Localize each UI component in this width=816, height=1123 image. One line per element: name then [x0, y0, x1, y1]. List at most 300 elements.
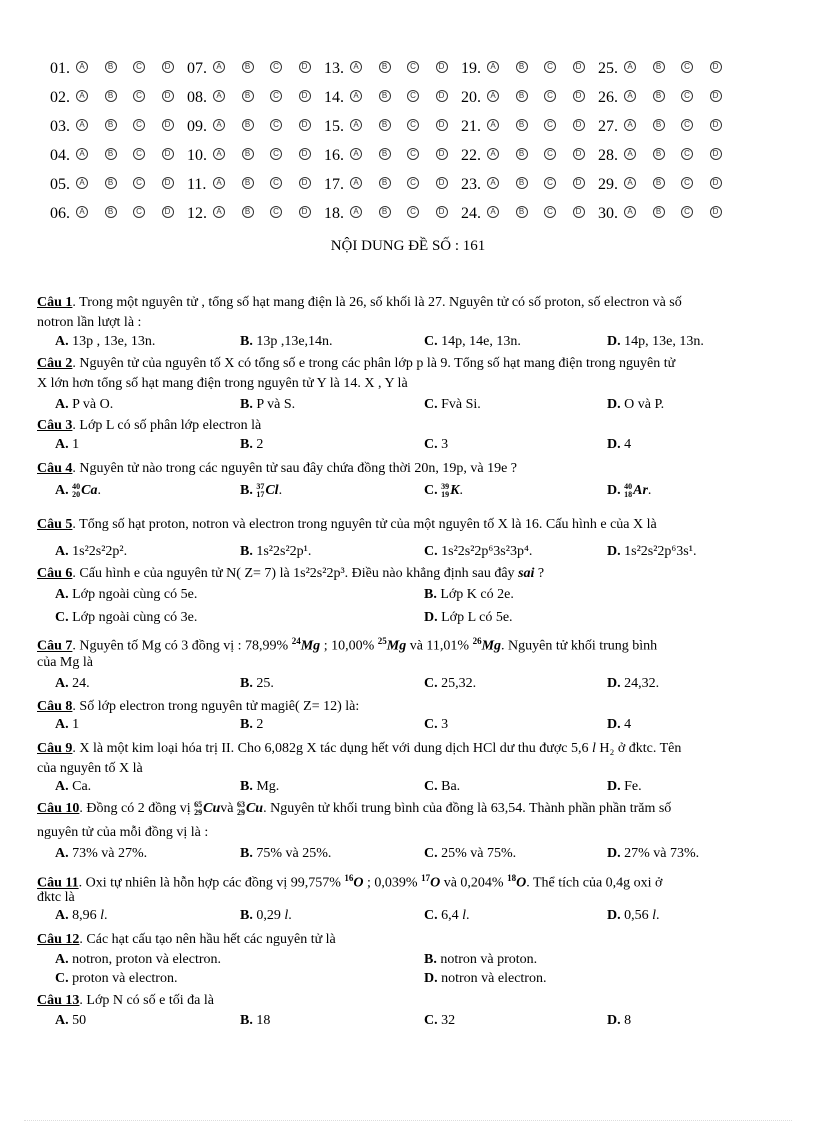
emphasis: sai [518, 566, 535, 581]
option-c[interactable] [424, 333, 521, 351]
answer-bubble-b[interactable]: B [105, 119, 117, 131]
mass-number: 16 [344, 873, 354, 883]
text: . [647, 483, 652, 498]
answer-bubble-c[interactable]: C [407, 90, 419, 102]
text: proton và electron. [72, 971, 178, 986]
option-letter: A. [55, 437, 73, 452]
answer-bubble-d[interactable]: D [299, 177, 311, 189]
question-label: Câu 7 [37, 638, 73, 654]
answer-bubble-a[interactable]: A [487, 148, 499, 160]
answer-bubble-d[interactable]: D [436, 61, 448, 73]
answer-number: 19. [461, 60, 481, 77]
text: notron và electron. [441, 971, 547, 986]
answer-bubble-d[interactable]: D [710, 90, 722, 102]
answer-number: 03. [50, 118, 70, 135]
answer-bubble-d[interactable]: D [162, 90, 174, 102]
text: Lớp ngoài cùng có 3e. [72, 610, 198, 625]
option-d[interactable] [607, 1012, 631, 1030]
option-letter: D. [607, 717, 625, 732]
answer-bubble-a[interactable]: A [76, 119, 88, 131]
answer-bubble-a[interactable]: A [487, 61, 499, 73]
text: . Nguyên tử của nguyên tố X có tổng số e trong các phân lớp p là 9. Tổng số hạt mang điện trong nguyên tử [72, 356, 676, 371]
option-a[interactable] [55, 543, 127, 561]
answer-number: 13. [324, 60, 344, 77]
option-d[interactable] [607, 675, 659, 693]
answer-bubble-b[interactable]: B [242, 61, 254, 73]
answer-bubble-b[interactable]: B [379, 61, 391, 73]
atomic-number: 17 [256, 489, 265, 499]
answer-bubble-d[interactable]: D [436, 90, 448, 102]
text: đktc là [37, 890, 75, 905]
answer-bubble-a[interactable]: A [350, 119, 362, 131]
answer-bubble-a[interactable]: A [487, 206, 499, 218]
option-letter: B. [240, 846, 257, 861]
unit-liter: l [591, 741, 596, 756]
unit-liter: l [462, 908, 467, 923]
answer-bubble-a[interactable]: A [213, 61, 225, 73]
answer-bubble-c[interactable]: C [270, 177, 282, 189]
answer-bubble-c[interactable]: C [544, 90, 556, 102]
answer-bubble-d[interactable]: D [573, 206, 585, 218]
option-a[interactable] [55, 396, 113, 414]
answer-number: 21. [461, 118, 481, 135]
option-d[interactable] [424, 970, 546, 988]
answer-number: 02. [50, 89, 70, 106]
answer-bubble-b[interactable]: B [242, 148, 254, 160]
option-d[interactable] [607, 333, 704, 351]
answer-number: 18. [324, 205, 344, 222]
answer-number: 09. [187, 118, 207, 135]
answer-bubble-a[interactable]: A [76, 148, 88, 160]
answer-bubble-b[interactable]: B [516, 177, 528, 189]
option-c[interactable] [424, 716, 448, 734]
answer-bubble-a[interactable]: A [350, 206, 362, 218]
answer-bubble-a[interactable]: A [350, 177, 362, 189]
text: notron lần lượt là : [37, 315, 142, 330]
text: nguyên tử của mỗi đồng vị là : [37, 825, 209, 840]
answer-bubble-d[interactable]: D [162, 206, 174, 218]
text: O và P. [624, 397, 665, 412]
option-c[interactable] [424, 543, 532, 561]
option-b[interactable] [424, 586, 514, 604]
isotope [378, 632, 406, 656]
answer-bubble-c[interactable]: C [270, 148, 282, 160]
answer-bubble-b[interactable]: B [105, 90, 117, 102]
option-letter: C. [424, 544, 442, 559]
answer-bubble-a[interactable]: A [487, 177, 499, 189]
answer-bubble-a[interactable]: A [213, 206, 225, 218]
answer-bubble-d[interactable]: D [299, 206, 311, 218]
option-d[interactable] [607, 396, 664, 414]
text: ; 10,00% [320, 638, 378, 654]
option-letter: A. [55, 952, 73, 967]
element-symbol: O [516, 875, 527, 891]
answer-bubble-b[interactable]: B [516, 148, 528, 160]
answer-bubble-a[interactable]: A [624, 148, 636, 160]
question-text-line [37, 740, 681, 758]
option-letter: D. [424, 610, 442, 625]
answer-bubble-d[interactable]: D [436, 177, 448, 189]
answer-bubble-b[interactable]: B [653, 148, 665, 160]
answer-bubble-d[interactable]: D [436, 148, 448, 160]
answer-bubble-b[interactable]: B [105, 177, 117, 189]
answer-bubble-c[interactable]: C [133, 177, 145, 189]
answer-bubble-a[interactable]: A [624, 61, 636, 73]
answer-bubble-c[interactable]: C [544, 148, 556, 160]
option-b[interactable] [240, 396, 295, 414]
answer-bubble-a[interactable]: A [76, 206, 88, 218]
answer-number: 28. [598, 147, 618, 164]
option-d[interactable] [607, 716, 631, 734]
isotope-numbers [237, 801, 245, 817]
text: . Lớp N có số e tối đa là [79, 993, 214, 1008]
option-letter: D. [607, 437, 625, 452]
option-d[interactable] [607, 907, 660, 925]
text: Ba. [441, 779, 461, 794]
text: 24. [72, 676, 90, 691]
answer-bubble-b[interactable]: B [516, 61, 528, 73]
answer-bubble-c[interactable]: C [407, 148, 419, 160]
question-label: Câu 10 [37, 801, 80, 816]
atomic-number: 19 [441, 489, 450, 499]
question-label: Câu 5 [37, 517, 73, 532]
option-letter: D. [607, 676, 625, 691]
option-c[interactable] [424, 1012, 455, 1030]
question-text-line [37, 375, 408, 393]
text: 3 [441, 717, 449, 732]
page-divider [24, 1120, 792, 1121]
option-b[interactable] [424, 951, 537, 969]
answer-bubble-b[interactable]: B [105, 206, 117, 218]
answer-bubble-c[interactable]: C [270, 61, 282, 73]
answer-bubble-d[interactable]: D [299, 61, 311, 73]
option-c[interactable] [424, 778, 460, 796]
answer-number: 11. [187, 176, 207, 193]
answer-bubble-d[interactable]: D [710, 177, 722, 189]
answer-bubble-d[interactable]: D [710, 61, 722, 73]
option-c[interactable] [55, 609, 197, 627]
answer-number: 29. [598, 176, 618, 193]
mass-number: 25 [377, 636, 387, 646]
answer-bubble-d[interactable]: D [299, 119, 311, 131]
answer-bubble-d[interactable]: D [573, 148, 585, 160]
option-letter: A. [55, 544, 73, 559]
isotope [292, 632, 320, 656]
answer-bubble-c[interactable]: C [681, 61, 693, 73]
answer-number: 23. [461, 176, 481, 193]
option-d[interactable] [607, 482, 651, 500]
answer-bubble-a[interactable]: A [76, 177, 88, 189]
answer-bubble-a[interactable]: A [350, 148, 362, 160]
answer-bubble-d[interactable]: D [573, 119, 585, 131]
answer-bubble-c[interactable]: C [544, 177, 556, 189]
option-b[interactable] [240, 1012, 270, 1030]
answer-bubble-b[interactable]: B [105, 148, 117, 160]
answer-bubble-b[interactable]: B [653, 119, 665, 131]
answer-bubble-a[interactable]: A [624, 206, 636, 218]
answer-bubble-d[interactable]: D [710, 148, 722, 160]
answer-bubble-b[interactable]: B [516, 206, 528, 218]
text: . [104, 908, 108, 923]
answer-bubble-d[interactable]: D [299, 148, 311, 160]
answer-bubble-d[interactable]: D [162, 61, 174, 73]
option-a[interactable] [55, 482, 101, 500]
text: . Nguyên tử nào trong các nguyên tử sau đây chứa đồng thời 20n, 19p, và 19e ? [72, 461, 518, 476]
option-a[interactable] [55, 1012, 86, 1030]
answer-number: 17. [324, 176, 344, 193]
text: 0,29 [256, 908, 285, 923]
isotope-numbers [194, 801, 202, 817]
answer-bubble-b[interactable]: B [105, 61, 117, 73]
option-d[interactable] [607, 543, 696, 561]
answer-bubble-c[interactable]: C [133, 90, 145, 102]
option-a[interactable] [55, 778, 91, 796]
answer-bubble-d[interactable]: D [162, 148, 174, 160]
answer-bubble-c[interactable]: C [544, 61, 556, 73]
option-a[interactable] [55, 675, 90, 693]
answer-bubble-c[interactable]: C [681, 90, 693, 102]
answer-number: 22. [461, 147, 481, 164]
answer-bubble-d[interactable]: D [710, 206, 722, 218]
answer-bubble-d[interactable]: D [436, 119, 448, 131]
answer-bubble-c[interactable]: C [544, 206, 556, 218]
answer-bubble-c[interactable]: C [681, 119, 693, 131]
answer-bubble-d[interactable]: D [573, 61, 585, 73]
option-d[interactable] [607, 845, 699, 863]
answer-bubble-c[interactable]: C [133, 206, 145, 218]
answer-bubble-a[interactable]: A [624, 90, 636, 102]
answer-bubble-a[interactable]: A [213, 90, 225, 102]
answer-bubble-b[interactable]: B [379, 206, 391, 218]
option-a[interactable] [55, 716, 79, 734]
text: . [278, 483, 283, 498]
answer-bubble-b[interactable]: B [242, 119, 254, 131]
element-symbol: Cu [203, 801, 221, 816]
answer-bubble-a[interactable]: A [76, 90, 88, 102]
option-letter: B. [240, 334, 257, 349]
text: 1s²2s²2p². [72, 544, 128, 559]
option-a[interactable] [55, 333, 155, 351]
option-b[interactable] [240, 482, 282, 500]
answer-bubble-a[interactable]: A [487, 90, 499, 102]
option-d[interactable] [607, 778, 642, 796]
mass-number: 18 [507, 873, 517, 883]
option-letter: A. [55, 587, 73, 602]
mass-number: 37 [256, 481, 265, 491]
element-symbol: Cu [245, 801, 264, 816]
text: 24,32. [624, 676, 660, 691]
isotope-numbers [72, 483, 80, 499]
option-letter: C. [424, 717, 442, 732]
answer-bubble-d[interactable]: D [299, 90, 311, 102]
text: . Lớp L có số phân lớp electron là [72, 418, 262, 433]
option-letter: D. [607, 483, 625, 498]
text: . [459, 483, 463, 498]
option-letter: B. [240, 397, 257, 412]
text: 1 [72, 717, 80, 732]
question-text-line [37, 824, 208, 842]
answer-bubble-c[interactable]: C [270, 119, 282, 131]
answer-bubble-d[interactable]: D [162, 177, 174, 189]
answer-bubble-a[interactable]: A [213, 177, 225, 189]
answer-bubble-d[interactable]: D [436, 206, 448, 218]
answer-bubble-b[interactable]: B [516, 90, 528, 102]
text: 32 [441, 1013, 456, 1028]
answer-bubble-b[interactable]: B [653, 206, 665, 218]
text: Fvà Si. [441, 397, 481, 412]
answer-bubble-c[interactable]: C [681, 148, 693, 160]
option-b[interactable] [240, 907, 292, 925]
text: 4 [624, 437, 632, 452]
option-b[interactable] [240, 845, 331, 863]
isotope [473, 632, 501, 656]
question-label: Câu 2 [37, 356, 73, 371]
option-b[interactable] [240, 716, 263, 734]
option-b[interactable] [240, 543, 311, 561]
answer-bubble-a[interactable]: A [624, 177, 636, 189]
text: và 11,01% [406, 638, 473, 654]
unit-liter: l [284, 908, 289, 923]
answer-bubble-b[interactable]: B [516, 119, 528, 131]
text: 2 [256, 437, 264, 452]
answer-bubble-c[interactable]: C [407, 177, 419, 189]
answer-bubble-c[interactable]: C [270, 206, 282, 218]
option-a[interactable] [55, 586, 197, 604]
answer-bubble-d[interactable]: D [162, 119, 174, 131]
option-letter: C. [424, 846, 442, 861]
option-a[interactable] [55, 845, 147, 863]
option-c[interactable] [424, 396, 481, 414]
answer-bubble-b[interactable]: B [653, 90, 665, 102]
text: . [656, 908, 660, 923]
answer-bubble-b[interactable]: B [379, 90, 391, 102]
question-label: Câu 4 [37, 461, 73, 476]
answer-bubble-a[interactable]: A [76, 61, 88, 73]
option-a[interactable] [55, 951, 221, 969]
text: của nguyên tố X là [37, 761, 143, 776]
option-letter: D. [607, 544, 625, 559]
question-text-line [37, 869, 662, 893]
text: P và S. [256, 397, 296, 412]
option-letter: A. [55, 846, 73, 861]
option-b[interactable] [240, 778, 279, 796]
option-letter: C. [424, 908, 442, 923]
answer-bubble-d[interactable]: D [710, 119, 722, 131]
answer-bubble-b[interactable]: B [653, 61, 665, 73]
answer-bubble-c[interactable]: C [133, 119, 145, 131]
text: 50 [72, 1013, 87, 1028]
option-d[interactable] [424, 609, 513, 627]
option-letter: B. [240, 676, 257, 691]
answer-bubble-c[interactable]: C [407, 61, 419, 73]
answer-bubble-b[interactable]: B [379, 177, 391, 189]
option-c[interactable] [424, 675, 476, 693]
answer-bubble-c[interactable]: C [681, 206, 693, 218]
answer-bubble-b[interactable]: B [242, 206, 254, 218]
answer-bubble-a[interactable]: A [487, 119, 499, 131]
text: . [288, 908, 292, 923]
option-letter: C. [55, 971, 73, 986]
unit-liter: l [652, 908, 657, 923]
atomic-number: 20 [72, 489, 81, 499]
answer-bubble-b[interactable]: B [379, 148, 391, 160]
text: 1s²2s²2p⁶3s¹. [624, 544, 697, 559]
text: 25% và 75%. [441, 846, 517, 861]
option-c[interactable] [424, 436, 448, 454]
option-b[interactable] [240, 675, 274, 693]
mass-number: 40 [72, 481, 81, 491]
answer-number: 30. [598, 205, 618, 222]
answer-number: 06. [50, 205, 70, 222]
option-b[interactable] [240, 333, 333, 351]
option-a[interactable] [55, 436, 79, 454]
answer-bubble-c[interactable]: C [270, 90, 282, 102]
option-c[interactable] [424, 845, 516, 863]
element-symbol: Cl [265, 483, 279, 498]
mass-number: 24 [291, 636, 301, 646]
option-letter: C. [424, 1013, 442, 1028]
isotope [507, 869, 526, 893]
mass-number: 39 [441, 481, 450, 491]
answer-bubble-a[interactable]: A [350, 61, 362, 73]
option-letter: A. [55, 334, 73, 349]
answer-bubble-c[interactable]: C [681, 177, 693, 189]
answer-bubble-a[interactable]: A [213, 148, 225, 160]
question-label: Câu 11 [37, 875, 79, 891]
answer-bubble-c[interactable]: C [407, 119, 419, 131]
answer-number: 08. [187, 89, 207, 106]
answer-number: 04. [50, 147, 70, 164]
answer-number: 10. [187, 147, 207, 164]
isotope [421, 869, 440, 893]
text: . X là một kim loại hóa trị II. Cho 6,082g X tác dụng hết với dung dịch HCl dư thu được 5,6 [72, 741, 592, 756]
option-b[interactable] [240, 436, 263, 454]
option-letter: B. [424, 952, 441, 967]
text: 3 [441, 437, 449, 452]
answer-bubble-d[interactable]: D [573, 90, 585, 102]
option-c[interactable] [55, 970, 177, 988]
answer-bubble-a[interactable]: A [624, 119, 636, 131]
option-letter: B. [240, 779, 257, 794]
text: notron, proton và electron. [72, 952, 222, 967]
question-text-line [37, 992, 214, 1010]
text: notron và proton. [440, 952, 538, 967]
answer-bubble-b[interactable]: B [653, 177, 665, 189]
question-text-line [37, 931, 336, 949]
answer-bubble-a[interactable]: A [213, 119, 225, 131]
text: 14p, 13e, 13n. [624, 334, 704, 349]
answer-bubble-c[interactable]: C [133, 148, 145, 160]
answer-bubble-c[interactable]: C [407, 206, 419, 218]
answer-bubble-b[interactable]: B [242, 90, 254, 102]
option-c[interactable] [424, 482, 463, 500]
answer-number: 20. [461, 89, 481, 106]
answer-bubble-b[interactable]: B [242, 177, 254, 189]
answer-bubble-d[interactable]: D [573, 177, 585, 189]
answer-bubble-b[interactable]: B [379, 119, 391, 131]
option-a[interactable] [55, 907, 108, 925]
option-letter: D. [607, 1013, 625, 1028]
option-letter: A. [55, 908, 73, 923]
answer-bubble-c[interactable]: C [133, 61, 145, 73]
mass-number: 40 [624, 481, 633, 491]
option-c[interactable] [424, 907, 470, 925]
answer-bubble-a[interactable]: A [350, 90, 362, 102]
option-d[interactable] [607, 436, 631, 454]
answer-number: 12. [187, 205, 207, 222]
answer-bubble-c[interactable]: C [544, 119, 556, 131]
text: 73% và 27%. [72, 846, 148, 861]
